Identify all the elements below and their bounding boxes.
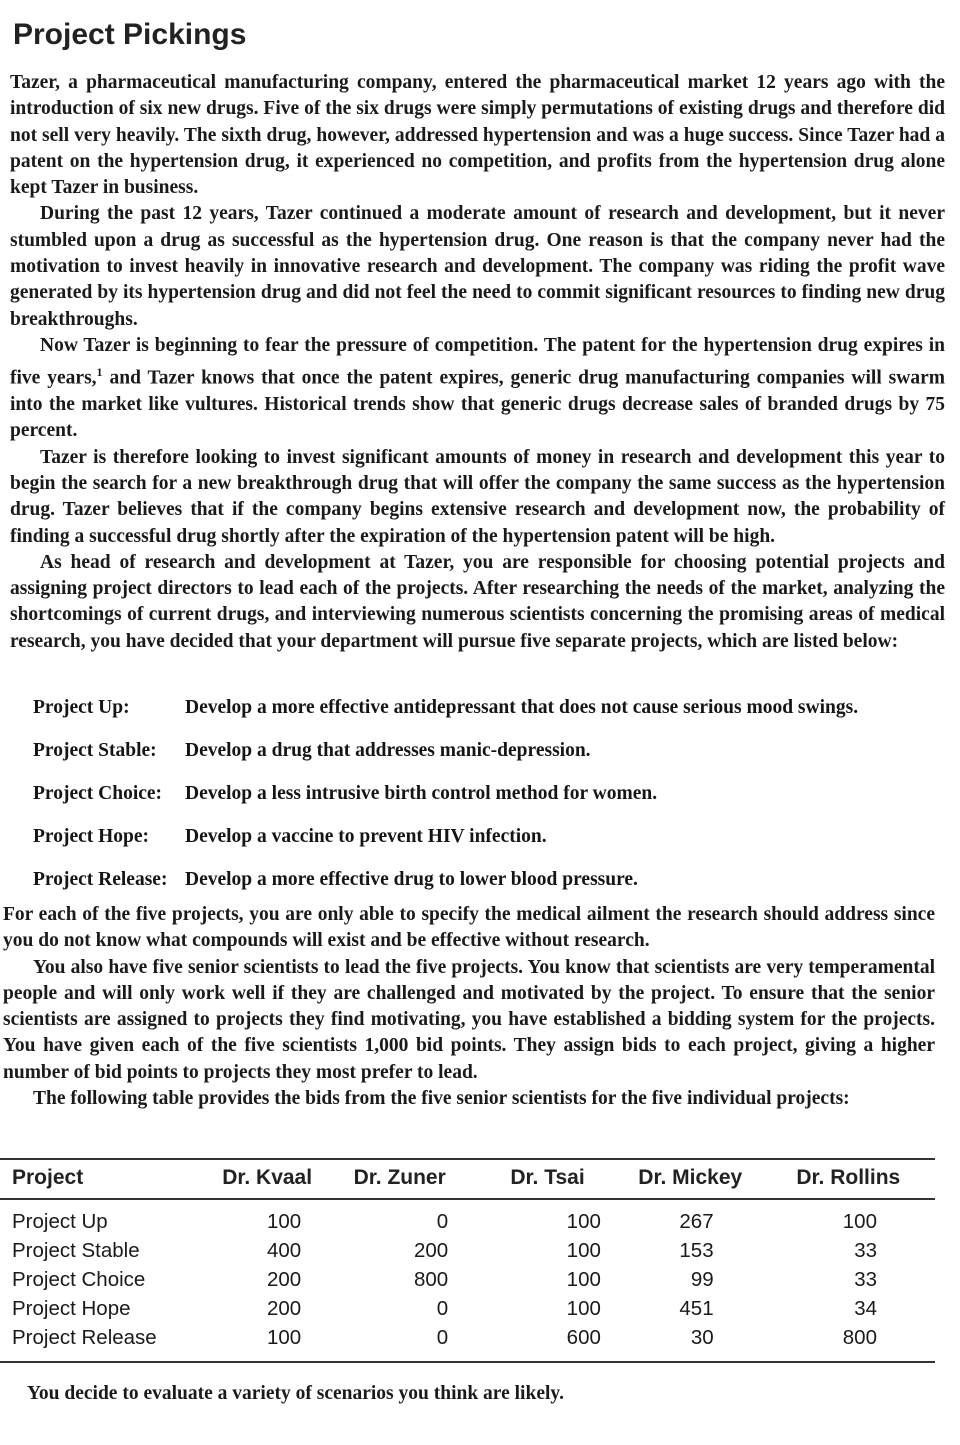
intro-text	[10, 70, 945, 655]
header-mickey: Dr. Mickey	[619, 1159, 762, 1199]
cell-zuner: 800	[413, 1268, 449, 1291]
closing-sentence: You decide to evaluate a variety of scenarios you think are likely.	[27, 1383, 564, 1404]
header-kvaal: Dr. Kvaal	[211, 1159, 323, 1199]
cell-kvaal: 100	[267, 1210, 302, 1233]
table-row	[0, 1236, 935, 1265]
paragraph-3-start: Now Tazer is beginning to fear the pressure of competition. The patent for the hypertension drug expires in five years,	[10, 334, 945, 389]
project-description: Develop a more effective antidepressant that does not cause serious mood swings.	[185, 696, 859, 718]
paragraph-3-end: and Tazer knows that once the patent expires, generic drug manufacturing companies will swarm into the market like vultures. Historical trends show that generic drugs decrease sales of branded drugs by 75 percent.	[10, 367, 946, 442]
cell-mickey: 153	[679, 1239, 714, 1262]
cell-kvaal: 200	[267, 1297, 302, 1320]
cell-zuner: 0	[436, 1326, 449, 1349]
paragraph-8: The following table provides the bids from the five senior scientists for the five individual projects:	[33, 1088, 850, 1110]
project-list	[33, 686, 933, 901]
paragraph-1: Tazer, a pharmaceutical manufacturing company, entered the pharmaceutical market 12 years ago with the introduction of six new drugs. Five of the six drugs were simply permutations of existing drugs and therefore did not sell very heavily. The sixth drug, however, addressed hypertension and was a huge success. Since Tazer had a patent on the hypertension drug, it experienced no competition, and profits from the hypertension drug alone kept Tazer in business.	[10, 72, 945, 199]
header-zuner: Dr. Zuner	[323, 1159, 476, 1199]
project-description: Develop a more effective drug to lower blood pressure.	[185, 868, 638, 890]
table-row	[0, 1323, 935, 1362]
cell-rollins: 33	[854, 1268, 877, 1291]
cell-rollins: 100	[842, 1210, 877, 1233]
bids-table-wrapper	[0, 1158, 935, 1363]
cell-project: Project Hope	[12, 1297, 131, 1320]
paragraph-7: You also have five senior scientists to lead the five projects. You know that scientists are very temperamental people and will only work well if they are challenged and motivated by the project. To ensure that the senior scientists are assigned to projects they find motivating, you have established a bidding system for the projects. You have given each of the five scientists 1,000 bid points. They assign bids to each project, giving a higher number of bid points to projects they most prefer to lead.	[3, 956, 935, 1083]
project-name: Project Stable:	[33, 739, 157, 761]
page-title: Project Pickings	[13, 18, 247, 51]
list-item	[33, 729, 933, 772]
table-header-row	[0, 1159, 935, 1199]
cell-project: Project Choice	[12, 1268, 146, 1291]
cell-zuner: 0	[436, 1210, 449, 1233]
cell-rollins: 33	[854, 1239, 877, 1262]
cell-tsai: 100	[566, 1210, 601, 1233]
scenario-text	[3, 902, 935, 1112]
cell-kvaal: 200	[267, 1268, 302, 1291]
footnote-marker: 1	[96, 365, 103, 380]
cell-tsai: 100	[566, 1268, 601, 1291]
cell-tsai: 100	[566, 1297, 601, 1320]
paragraph-3	[10, 333, 945, 445]
project-description: Develop a less intrusive birth control method for women.	[185, 782, 658, 804]
cell-rollins: 800	[842, 1326, 877, 1349]
table-row	[0, 1199, 935, 1236]
project-description: Develop a drug that addresses manic-depression.	[185, 739, 591, 761]
table-row	[0, 1294, 935, 1323]
table-row	[0, 1265, 935, 1294]
cell-project: Project Release	[12, 1326, 157, 1349]
cell-kvaal: 400	[267, 1239, 302, 1262]
cell-project: Project Up	[12, 1210, 108, 1233]
cell-zuner: 0	[436, 1297, 449, 1320]
project-name: Project Up:	[33, 696, 130, 718]
bids-table	[0, 1158, 935, 1363]
header-project: Project	[0, 1159, 211, 1199]
cell-mickey: 30	[690, 1326, 714, 1349]
cell-project: Project Stable	[12, 1239, 140, 1262]
list-item	[33, 858, 933, 901]
list-item	[33, 815, 933, 858]
cell-tsai: 600	[566, 1326, 601, 1349]
paragraph-5: As head of research and development at Tazer, you are responsible for choosing potential projects and assigning project directors to lead each of the projects. After researching the needs of the market, analyzing the shortcomings of current drugs, and interviewing numerous scientists concerning the promising areas of medical research, you have decided that your department will pursue five separate projects, which are listed below:	[10, 551, 945, 652]
cell-tsai: 100	[566, 1239, 601, 1262]
header-tsai: Dr. Tsai	[476, 1159, 619, 1199]
cell-mickey: 267	[679, 1210, 714, 1233]
cell-zuner: 200	[413, 1239, 449, 1262]
project-name: Project Release:	[33, 868, 168, 890]
project-description: Develop a vaccine to prevent HIV infection.	[185, 825, 547, 847]
paragraph-4: Tazer is therefore looking to invest significant amounts of money in research and development this year to begin the search for a new breakthrough drug that will offer the company the same success as the hypertension drug. Tazer believes that if the company begins extensive research and development now, the probability of finding a successful drug shortly after the expiration of the hypertension patent will be high.	[10, 446, 945, 547]
project-name: Project Hope:	[33, 825, 150, 847]
cell-rollins: 34	[854, 1297, 877, 1320]
list-item	[33, 686, 933, 729]
paragraph-2: During the past 12 years, Tazer continued a moderate amount of research and development, but it never stumbled upon a drug as successful as the hypertension drug. One reason is that the company never had the motivation to invest heavily in innovative research and development. The company was riding the profit wave generated by its hypertension drug and did not feel the need to commit significant resources to finding new drug breakthroughs.	[10, 203, 945, 330]
header-rollins: Dr. Rollins	[762, 1159, 935, 1199]
paragraph-6: For each of the five projects, you are only able to specify the medical ailment the research should address since you do not know what compounds will exist and be effective without research.	[3, 904, 935, 952]
list-item	[33, 772, 933, 815]
cell-mickey: 451	[679, 1297, 714, 1320]
project-name: Project Choice:	[33, 782, 163, 804]
cell-kvaal: 100	[267, 1326, 302, 1349]
cell-mickey: 99	[690, 1268, 714, 1291]
